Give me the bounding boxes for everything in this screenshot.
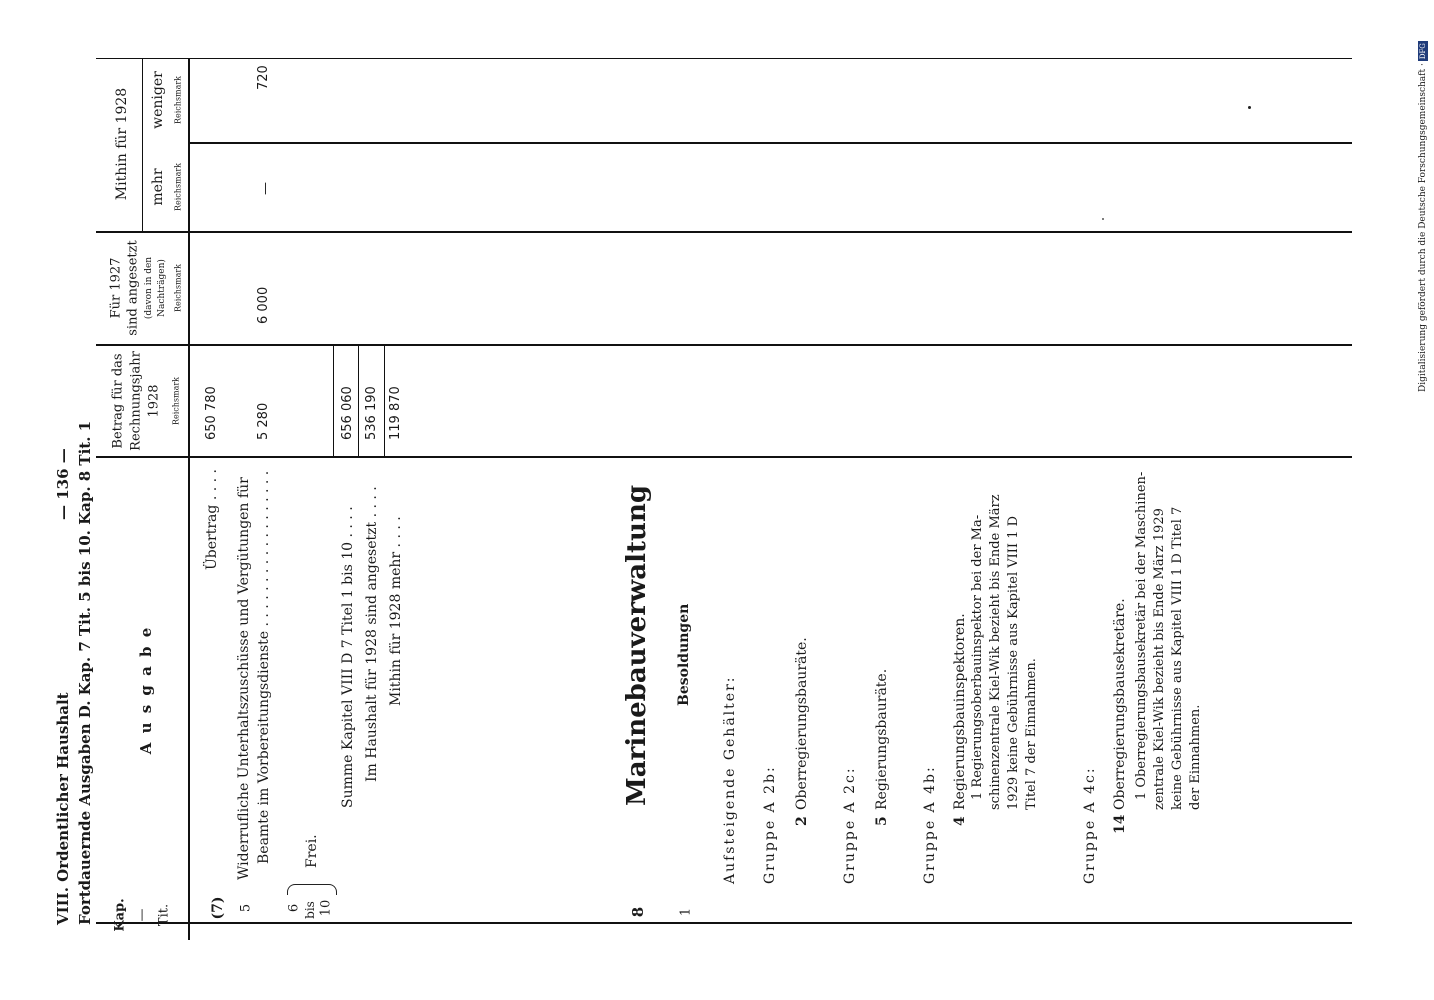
kap8-title: Marinebauverwaltung: [622, 484, 652, 806]
a4c-note-4: der Einnahmen.: [1188, 704, 1203, 810]
print-speck: [1102, 218, 1104, 220]
gruppe-a2c: Gruppe A 2c:: [842, 766, 858, 884]
kap-tit-header: Kap. — Tit.: [112, 898, 172, 932]
rule-1927-betrag: [96, 344, 1352, 346]
a4b-note-3: 1929 keine Gebührnisse aus Kapitel VIII 1 D: [1006, 515, 1021, 810]
page-subtitle: Fortdauernde Ausgaben D. Kap. 7 Tit. 5 bis 10. Kap. 8 Tit. 1: [76, 420, 94, 925]
kap8-number: 8: [629, 906, 647, 918]
tit5-mehr: —: [258, 182, 273, 195]
besoldungen-heading: Besoldungen: [676, 603, 692, 706]
uebertrag-label: Übertrag . . . .: [204, 469, 220, 570]
haushalt-betrag: 536 190: [364, 386, 379, 440]
rule-ausgabe-kap: [96, 922, 1352, 924]
a4c-text: Oberregierungsbausekretäre.: [1112, 598, 1128, 810]
sum-rule-2: [358, 346, 359, 456]
header-bottom-rule: [188, 58, 190, 940]
a2c-count: 5: [874, 816, 890, 826]
a4b-note-4: Titel 7 der Einnahmen.: [1024, 658, 1039, 810]
tit-bis: bis: [303, 901, 317, 919]
a4b-count: 4: [952, 816, 968, 826]
uebertrag-betrag: 650 780: [204, 386, 219, 440]
sum-rule-3: [384, 346, 385, 456]
a4c-note-3: keine Gebührnisse aus Kapitel VIII 1 D Titel 7: [1170, 506, 1185, 810]
haushalt-label: Im Haushalt für 1928 sind angesetzt . . . .: [364, 486, 380, 782]
mithin-label: Mithin für 1928 mehr . . . .: [388, 516, 404, 706]
a4c-note-1: 1 Oberregierungsbausekretär bei der Maschinen-: [1134, 471, 1149, 800]
a4c-count: 14: [1112, 814, 1128, 834]
kap7-number: (7): [210, 896, 226, 920]
digitization-credit: Digitalisierung gefördert durch die Deutsche Forschungsgemeinschaft ·DFG: [1418, 43, 1428, 392]
a4c-note-2: zentrale Kiel-Wik bezieht bis Ende März 1929: [1152, 508, 1167, 810]
tit10-number: 10: [318, 899, 334, 917]
table-top-border: [96, 58, 1352, 59]
summe-label: Summe Kapitel VIII D 7 Titel 1 bis 10 . . . .: [340, 506, 356, 808]
a2c-text: Regierungsbauräte.: [874, 668, 890, 810]
tit5-betrag: 5 280: [256, 402, 271, 440]
sum-rule-1: [333, 346, 334, 456]
tit5-line2: Beamte im Vorbereitungsdienste . . . . . . . . . . . . . . . . . .: [256, 470, 272, 864]
a4b-note-2: schinenzentrale Kiel-Wik bezieht bis Ende März: [988, 494, 1003, 810]
gruppe-a2b: Gruppe A 2b:: [762, 765, 778, 884]
rule-mithin-split: [190, 142, 1352, 144]
a2b-count: 2: [794, 816, 810, 826]
tit5-number: 5: [238, 903, 254, 913]
print-speck: [1248, 106, 1251, 109]
rule-mehr-1927: [96, 231, 1352, 233]
tit5-weniger: 720: [256, 65, 271, 90]
tit1-number: 1: [678, 907, 694, 917]
a4b-note-1: 1 Regierungsoberbauinspektor bei der Ma-: [970, 514, 985, 800]
part-title: VIII. Ordentlicher Haushalt: [54, 692, 72, 925]
gruppe-a4c: Gruppe A 4c:: [1082, 766, 1098, 884]
page-number: — 136 —: [54, 448, 72, 520]
summe-betrag: 656 060: [340, 386, 355, 440]
tit5-line1: Widerrufliche Unterhaltszuschüsse und Vergütungen für: [236, 477, 252, 880]
aufsteigende-label: Aufsteigende Gehälter:: [722, 675, 738, 884]
frei-label: Frei.: [304, 834, 320, 868]
mithin-header: Mithin für 1928: [114, 87, 130, 201]
tit6-number: 6: [286, 903, 302, 913]
gruppe-a4b: Gruppe A 4b:: [922, 765, 938, 884]
rule-betrag-ausgabe: [96, 456, 1352, 458]
weniger-header: weniger Reichsmark: [150, 71, 183, 129]
mithin-betrag: 119 870: [388, 386, 403, 440]
betrag-header: Betrag für das Rechnungsjahr 1928 Reichsmark: [110, 351, 181, 451]
mehr-header: mehr Reichsmark: [150, 162, 183, 212]
mithin-header-rule: [142, 58, 143, 232]
ausgabe-header: A u s g a b e: [137, 625, 155, 755]
fuer1927-header: Für 1927 sind angesetzt (davon in den Nachträgen) Reichsmark: [108, 240, 183, 336]
a4b-text: Regierungsbauinspektoren.: [952, 613, 968, 810]
frei-brace: [287, 884, 337, 895]
a2b-text: Oberregierungsbauräte.: [794, 637, 810, 810]
dfg-logo: DFG: [1419, 43, 1427, 60]
tit5-1927: 6 000: [256, 286, 271, 324]
